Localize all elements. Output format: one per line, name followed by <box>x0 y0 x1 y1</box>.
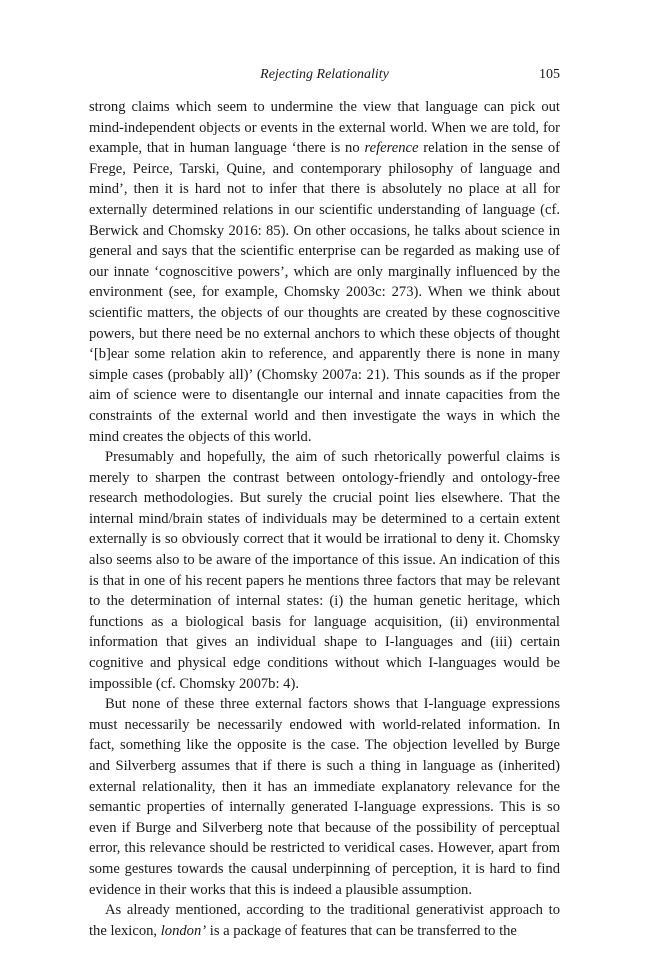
body-text <box>89 97 560 941</box>
page-number: 105 <box>539 67 560 82</box>
emphasis-reference: reference <box>364 140 419 157</box>
paragraph: strong claims which seem to undermine the view that language can pick out mind-independent objects or events in the external world. When we are told, for example, that in human language ‘there is no reference relation in the sense of Frege, Peirce, Tarski, Quine, and contemporary philosophy of language and mind’, then it is hard not to infer that there is absolutely no place at all for externally determined relations in our scientific understanding of language (cf. Berwick and Chomsky 2016: 85). On other occasions, he talks about science in general and says that the scientific enterprise can be regarded as making use of our innate ‘cognoscitive powers’, which are only marginally influenced by the environment (see, for example, Chomsky 2003c: 273). When we think about scientific matters, the objects of our thoughts are created by these cognoscitive powers, but there need be no external anchors to which these objects of thought ‘[b]ear some relation akin to reference, and apparently there is none in many simple cases (probably all)’ (Chomsky 2007a: 21). This sounds as if the proper aim of science were to disentangle our internal and innate capacities from the constraints of the external world and then investigate the ways in which the mind creates the objects of this world. <box>89 99 560 445</box>
emphasis-london: london’ <box>160 922 207 939</box>
paragraph: Presumably and hopefully, the aim of such rhetorically powerful claims is merely to sharpen the contrast between ontology-friendly and ontology-free research methodologies. But surely the crucial point lies elsewhere. That the internal mind/brain states of individuals may be determined to a certain extent externally is so obviously correct that it would be irrational to deny it. Chomsky also seems also to be aware of the importance of this issue. An indication of this is that in one of his recent papers he mentions three factors that may be relevant to the determination of internal states: (i) the human genetic heritage, which functions as a biological basis for language acquisition, (ii) environmental information that gives an individual shape to I-languages and (iii) certain cognitive and physical edge conditions without which I-languages would be impossible (cf. Chomsky 2007b: 4). <box>89 449 560 692</box>
running-title: Rejecting Relationality <box>260 67 389 82</box>
paragraph: But none of these three external factors shows that I-language expressions must necessarily be necessarily endowed with world-related information. In fact, something like the opposite is the case. The objection levelled by Burge and Silverberg assumes that if there is such a thing in language as (inherited) external relationality, then it has an immediate explanatory relevance for the semantic properties of internally generated I-language expressions. This is so even if Burge and Silverberg note that because of the possibility of perceptual error, this relevance should be restricted to veridical cases. However, apart from some gestures towards the causal underpinning of perception, it is hard to find evidence in their works that this is indeed a plausible assumption. <box>89 696 560 898</box>
running-head <box>89 67 560 87</box>
paragraph: As already mentioned, according to the traditional generativist approach to the lexicon, london’ is a package of features that can be transferred to the <box>89 902 560 939</box>
